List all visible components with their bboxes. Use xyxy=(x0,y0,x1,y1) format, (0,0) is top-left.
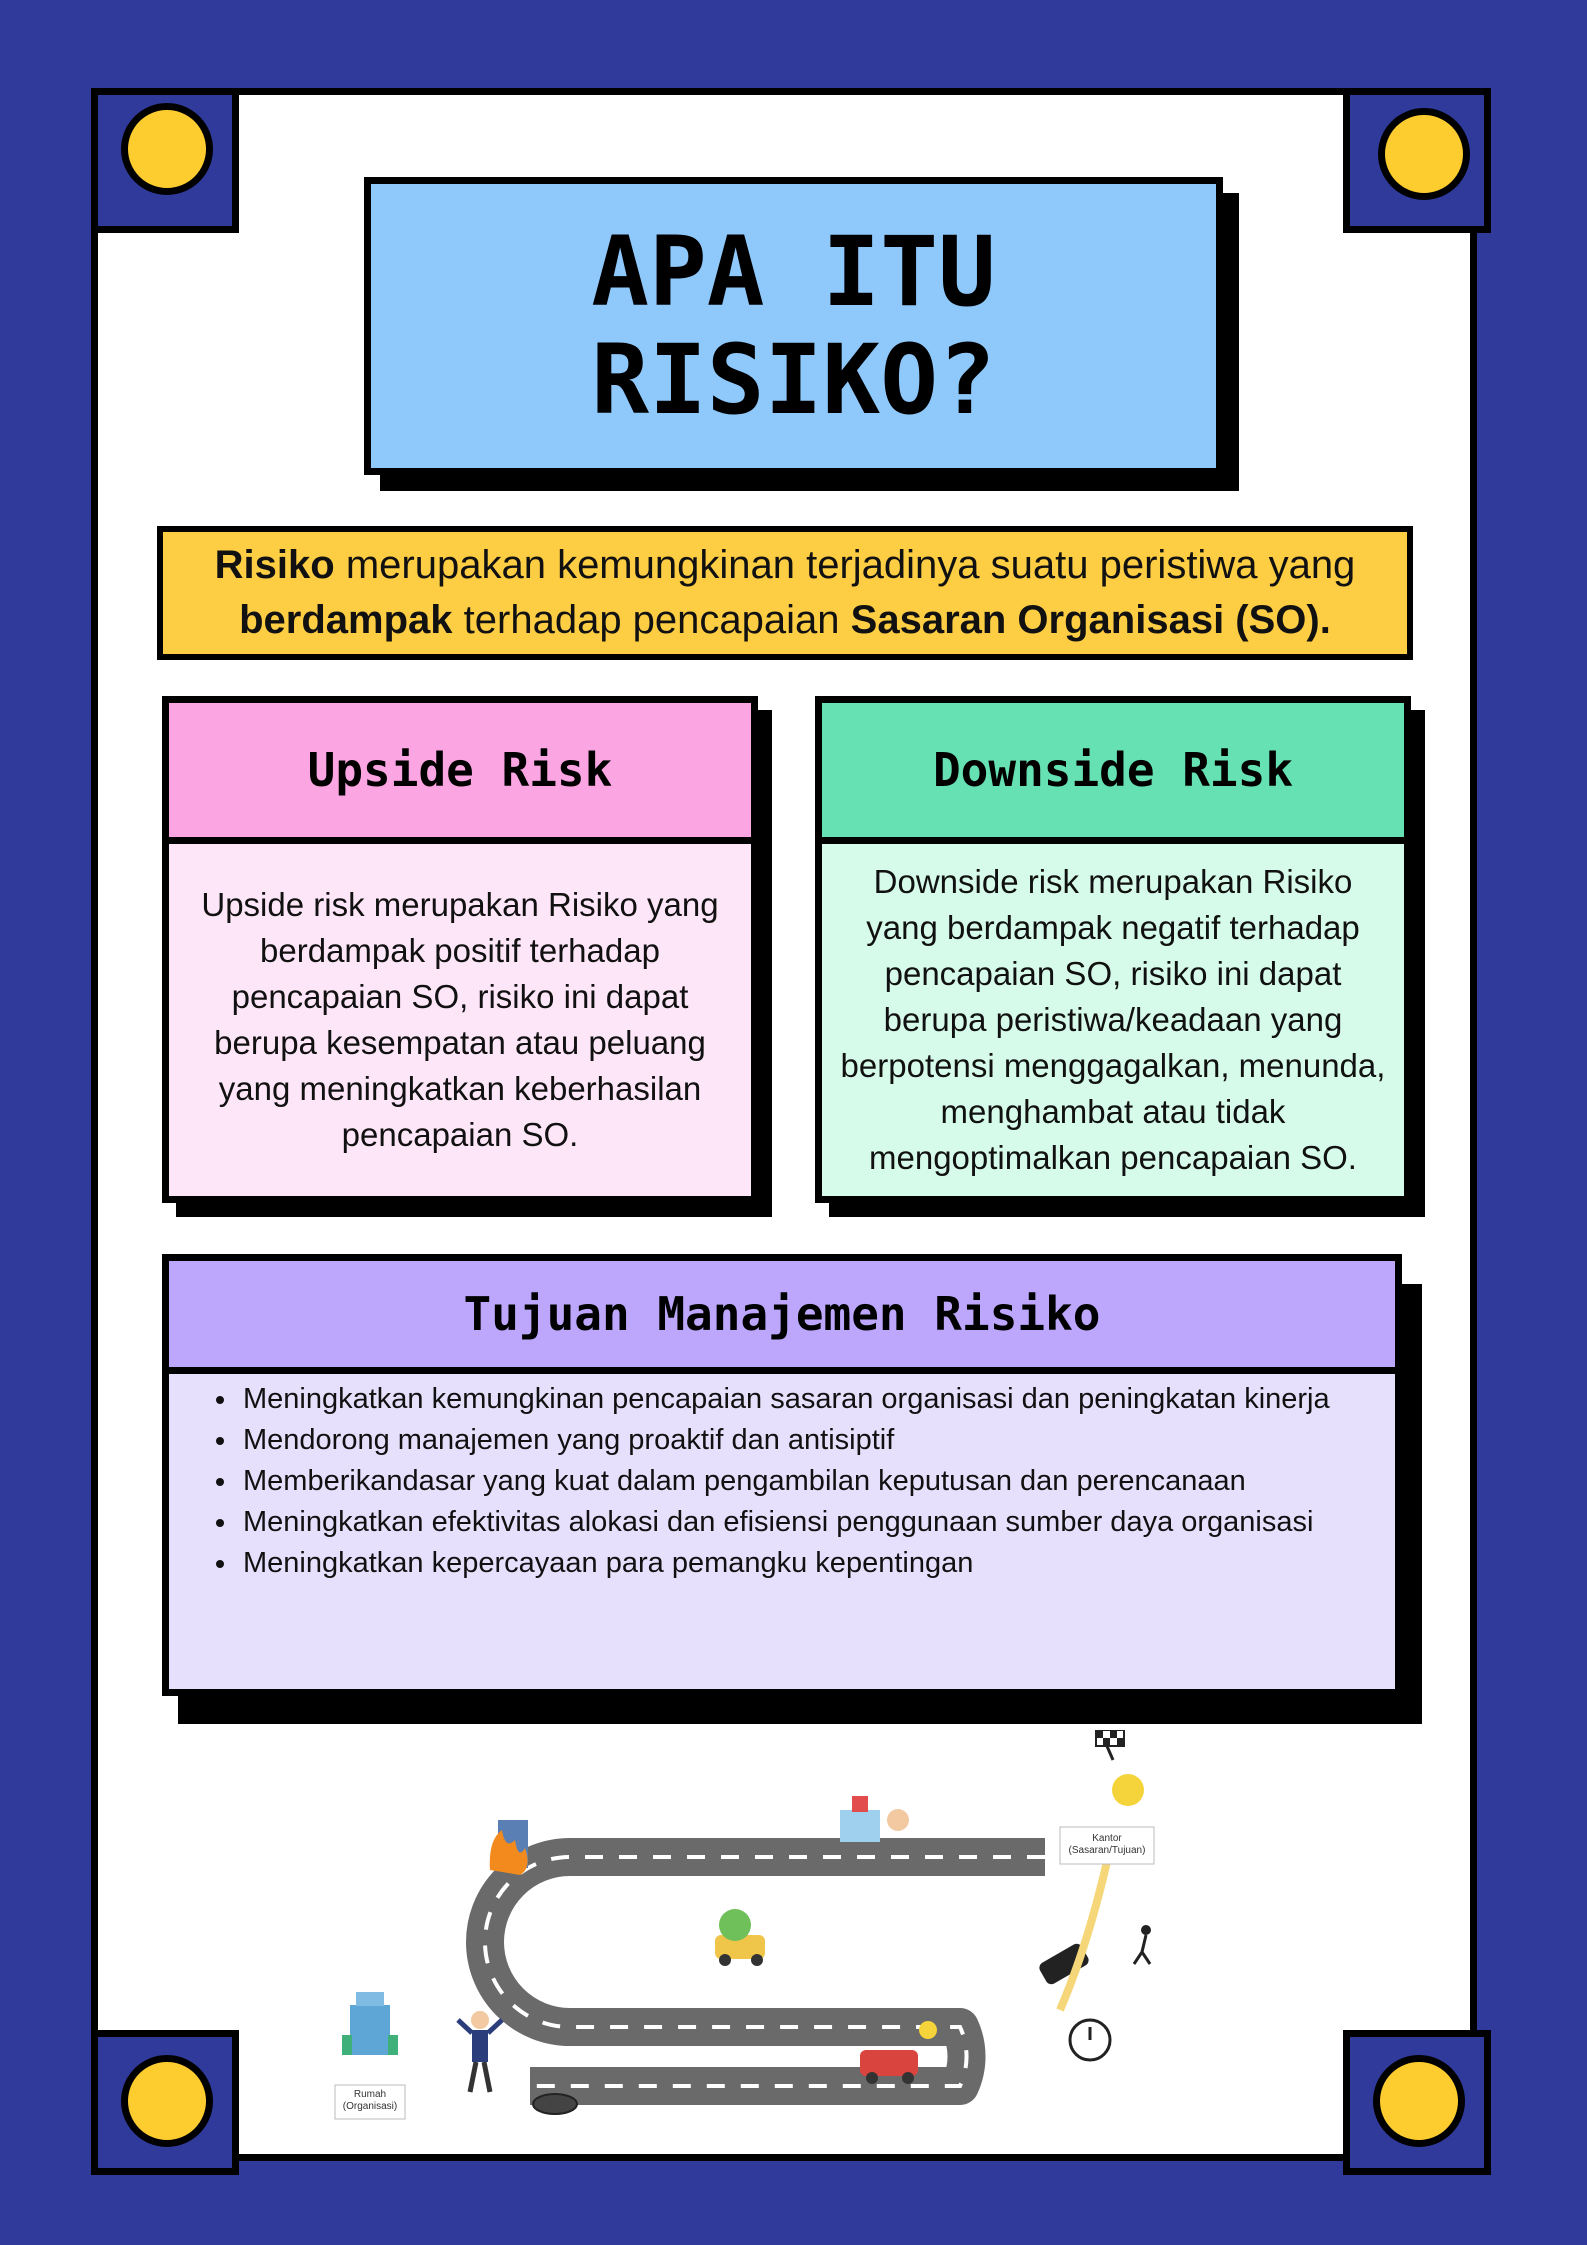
downside-risk-body xyxy=(822,844,1404,1196)
home-label-line-2: (Organisasi) xyxy=(342,2101,398,2112)
upside-risk-body xyxy=(169,844,751,1196)
finish-flag-icon xyxy=(1096,1730,1144,1806)
corner-dot-top-left xyxy=(121,103,213,195)
road-svg xyxy=(320,1730,1220,2130)
office-label-line-1: Kantor xyxy=(1092,1833,1122,1844)
office-label-line-2: (Sasaran/Tujuan) xyxy=(1068,1845,1146,1856)
manhole-icon xyxy=(533,2094,577,2114)
road-illustration xyxy=(320,1730,1220,2130)
burning-building-icon xyxy=(490,1820,528,1875)
office-label xyxy=(1060,1833,1154,1857)
road xyxy=(485,1857,1045,2086)
corner-dot-top-right xyxy=(1378,108,1470,200)
tujuan-list xyxy=(169,1379,1395,1584)
upside-risk-heading: Upside Risk xyxy=(169,703,751,844)
corner-dot-bottom-right xyxy=(1373,2055,1465,2147)
home-label-line-1: Rumah xyxy=(353,2089,387,2100)
walking-person-icon xyxy=(1134,1925,1151,1964)
downside-risk-text: Downside risk merupakan Risiko yang berdampak negatif terhadap pencapaian SO, risiko ini dapat berupa peristiwa/keadaan yang berpotensi menggagalkan, menunda, menghambat atau tidak mengoptimalkan pencapaian SO. xyxy=(840,863,1386,1176)
home-building-icon xyxy=(342,1992,398,2055)
hospital-icon xyxy=(840,1796,909,1842)
home-label xyxy=(335,2089,405,2113)
arrow-to-goal xyxy=(1060,1848,1110,2010)
tujuan-item: • Mendorong manajemen yang proaktif dan antisiptif xyxy=(239,1420,1355,1461)
downside-risk-heading: Downside Risk xyxy=(822,703,1404,844)
definition-text-2: terhadap pencapaian xyxy=(452,598,851,642)
definition-so: Sasaran Organisasi (SO). xyxy=(850,598,1331,642)
page-title: APA ITU RISIKO? xyxy=(591,216,996,436)
definition-line-2 xyxy=(239,593,1331,648)
tujuan-heading: Tujuan Manajemen Risiko xyxy=(169,1261,1395,1374)
definition-line-1 xyxy=(215,538,1356,593)
definition-emphasis: berdampak xyxy=(239,598,453,642)
person-icon xyxy=(458,2011,502,2092)
tujuan-item: • Meningkatkan kemungkinan pencapaian sasaran organisasi dan peningkatan kinerja xyxy=(239,1379,1355,1420)
corner-dot-bottom-left xyxy=(121,2055,213,2147)
downside-risk-card xyxy=(815,696,1411,1203)
upside-risk-text: Upside risk merupakan Risiko yang berdampak positif terhadap pencapaian SO, risiko ini dapat berupa kesempatan atau peluang yang meningkatkan keberhasilan pencapaian SO. xyxy=(201,886,719,1153)
upside-risk-card xyxy=(162,696,758,1203)
tujuan-item: • Meningkatkan efektivitas alokasi dan efisiensi penggunaan sumber daya organisasi xyxy=(239,1502,1355,1543)
tujuan-card xyxy=(162,1254,1402,1696)
definition-box xyxy=(157,526,1413,660)
fallen-tree-car-icon xyxy=(715,1909,765,1966)
tujuan-item: • Meningkatkan kepercayaan para pemangku kepentingan xyxy=(239,1543,1355,1584)
tujuan-item: • Memberikandasar yang kuat dalam pengambilan keputusan dan perencanaan xyxy=(239,1461,1355,1502)
stopwatch-icon xyxy=(1070,2020,1110,2060)
definition-term: Risiko xyxy=(214,543,335,587)
definition-text-1: merupakan kemungkinan terjadinya suatu peristiwa yang xyxy=(334,543,1356,587)
title-box xyxy=(364,177,1223,475)
